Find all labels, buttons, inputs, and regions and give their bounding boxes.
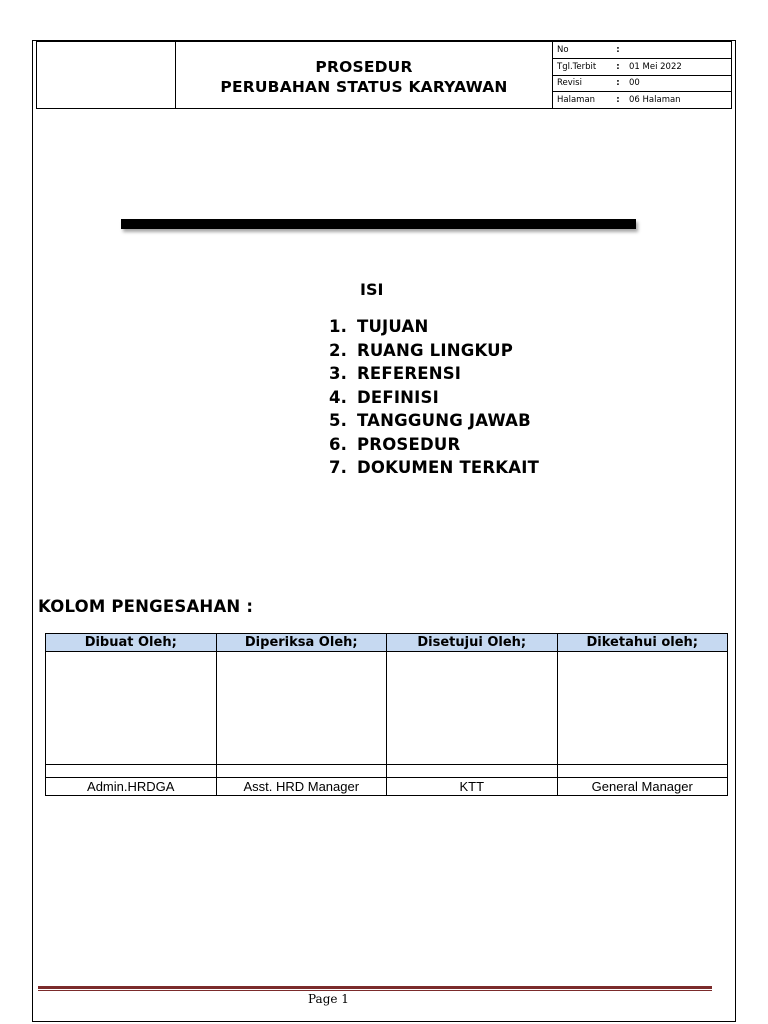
approval-header-row: [46, 634, 728, 652]
toc-label: REFERENSI: [357, 364, 462, 383]
meta-row-revisi: [553, 76, 731, 93]
meta-value: 06 Halaman: [629, 95, 681, 106]
spacer-row: [46, 765, 728, 778]
toc-label: DOKUMEN TERKAIT: [357, 458, 540, 477]
document-title: [176, 42, 553, 108]
page-border: [32, 40, 736, 1022]
toc-number: 6.: [329, 434, 348, 454]
meta-value: 00: [629, 78, 640, 89]
signature-cell: [557, 652, 728, 765]
page-number: Page 1: [308, 992, 349, 1006]
section-divider: [121, 219, 636, 229]
meta-key: Revisi: [557, 78, 582, 89]
table-of-contents: [329, 315, 539, 480]
toc-number: 2.: [329, 340, 348, 360]
approval-section-title: KOLOM PENGESAHAN :: [38, 597, 254, 616]
toc-item: [329, 433, 539, 457]
name-general-manager: General Manager: [557, 778, 728, 796]
toc-number: 5.: [329, 411, 348, 430]
document-meta: [553, 42, 731, 108]
meta-key: Halaman: [557, 95, 596, 106]
meta-key: No: [557, 44, 569, 55]
toc-label: PROSEDUR: [357, 434, 461, 454]
title-line-1: PROSEDUR: [315, 58, 413, 76]
meta-colon: :: [616, 78, 620, 89]
toc-label: TANGGUNG JAWAB: [357, 411, 531, 430]
toc-item: [329, 362, 539, 386]
header-diketahui-oleh: Diketahui oleh;: [557, 634, 728, 652]
name-asst-hrd-manager: Asst. HRD Manager: [216, 778, 387, 796]
meta-value: 01 Mei 2022: [629, 61, 682, 72]
header-diperiksa-oleh: Diperiksa Oleh;: [216, 634, 387, 652]
footer-rule-thin: [38, 990, 712, 991]
spacer-cell: [216, 765, 387, 778]
toc-number: 3.: [329, 364, 348, 383]
signature-cell: [46, 652, 217, 765]
approval-table: [45, 633, 728, 796]
toc-item: [329, 339, 539, 363]
toc-item: [329, 456, 539, 480]
spacer-cell: [557, 765, 728, 778]
name-admin-hrdga: Admin.HRDGA: [46, 778, 217, 796]
logo-cell: [37, 42, 176, 108]
header-dibuat-oleh: Dibuat Oleh;: [46, 634, 217, 652]
meta-row-no: [553, 42, 731, 59]
toc-number: 1.: [329, 317, 348, 336]
footer-rule: [38, 986, 712, 989]
toc-item: [329, 409, 539, 433]
spacer-cell: [387, 765, 558, 778]
signature-cell: [387, 652, 558, 765]
isi-title: ISI: [360, 280, 384, 299]
meta-key: Tgl.Terbit: [557, 61, 597, 72]
signature-cell: [216, 652, 387, 765]
meta-colon: :: [616, 44, 620, 55]
signature-row: [46, 652, 728, 765]
toc-label: RUANG LINGKUP: [357, 340, 514, 360]
meta-row-halaman: [553, 92, 731, 108]
meta-colon: :: [616, 95, 620, 106]
toc-item: [329, 315, 539, 339]
toc-label: DEFINISI: [357, 387, 439, 407]
spacer-cell: [46, 765, 217, 778]
name-row: [46, 778, 728, 796]
meta-row-tgl-terbit: [553, 59, 731, 76]
document-header: [36, 41, 732, 109]
name-ktt: KTT: [387, 778, 558, 796]
toc-number: 4.: [329, 387, 348, 407]
header-disetujui-oleh: Disetujui Oleh;: [387, 634, 558, 652]
toc-item: [329, 386, 539, 410]
title-line-2: PERUBAHAN STATUS KARYAWAN: [220, 78, 508, 96]
meta-colon: :: [616, 61, 620, 72]
toc-label: TUJUAN: [357, 317, 429, 336]
toc-number: 7.: [329, 458, 348, 477]
